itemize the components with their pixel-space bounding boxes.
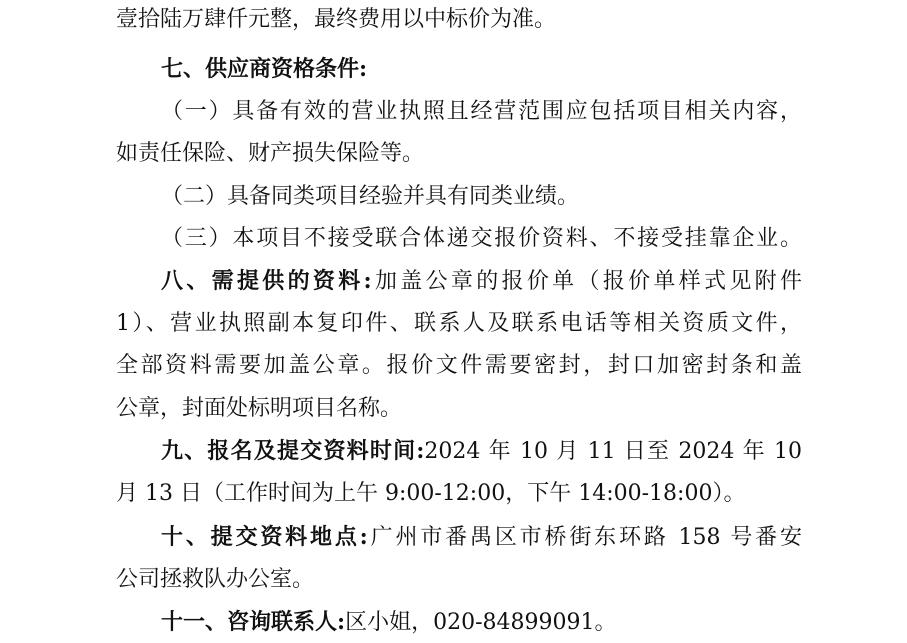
section-heading-location: 十、提交资料地点: — [161, 524, 368, 550]
paragraph-line: 公司拯救队办公室。 — [116, 567, 315, 592]
paragraph-line: 壹拾陆万肆仟元整，最终费用以中标价为准。 — [116, 7, 557, 32]
section-text: 2024 年 10 月 11 日至 2024 年 10 — [424, 439, 803, 464]
paragraph-line: 全部资料需要加盖公章。报价文件需要密封，封口加密封条和盖 — [116, 353, 802, 378]
section-time — [161, 437, 802, 465]
paragraph-line: （一）具备有效的营业执照且经营范围应包括项目相关内容， — [161, 99, 802, 124]
paragraph-line: 如责任保险、财产损失保险等。 — [116, 141, 425, 166]
section-contact — [161, 608, 802, 636]
section-materials — [161, 267, 802, 295]
section-heading-time: 九、报名及提交资料时间: — [161, 438, 425, 464]
section-text: 广州市番禺区市桥街东环路 158 号番安 — [367, 525, 802, 550]
section-text: 区小姐，020-84899091。 — [345, 610, 617, 635]
paragraph-line: （三）本项目不接受联合体递交报价资料、不接受挂靠企业。 — [161, 226, 802, 251]
paragraph-line: （二）具备同类项目经验并具有同类业绩。 — [161, 184, 580, 209]
section-location — [161, 523, 802, 551]
paragraph-line: 1）、营业执照副本复印件、联系人及联系电话等相关资质文件， — [116, 311, 802, 336]
section-heading-qualifications: 七、供应商资格条件: — [161, 56, 368, 82]
paragraph-line: 公章，封面处标明项目名称。 — [116, 396, 403, 421]
paragraph-line: 月 13 日（工作时间为上午 9:00-12:00，下午 14:00-18:00）。 — [116, 481, 746, 506]
section-text: 加盖公章的报价单（报价单样式见附件 — [371, 269, 802, 294]
section-heading-materials: 八、需提供的资料: — [161, 268, 372, 294]
section-heading-contact: 十一、咨询联系人: — [161, 609, 346, 635]
